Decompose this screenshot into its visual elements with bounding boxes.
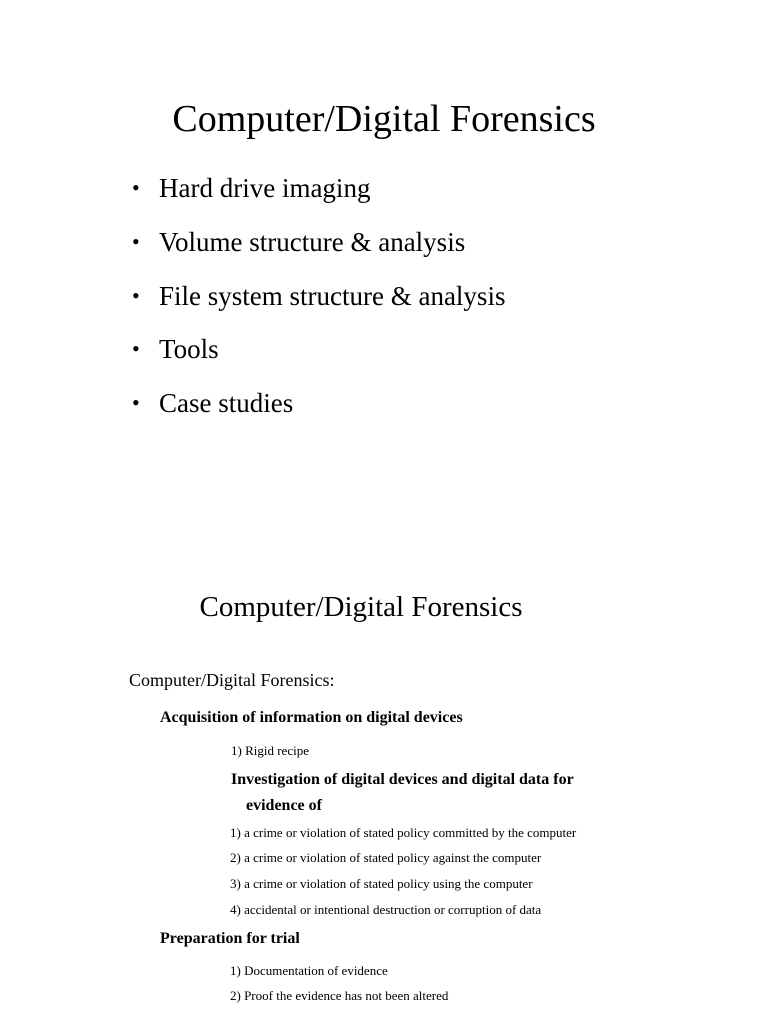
bullet-text: Volume structure & analysis bbox=[159, 226, 466, 257]
acquisition-heading: Acquisition of information on digital devices bbox=[160, 709, 463, 726]
slide-2-title: Computer/Digital Forensics bbox=[199, 591, 523, 623]
investigation-heading: Investigation of digital devices and digital data for bbox=[231, 771, 574, 788]
section-subheading: Computer/Digital Forensics: bbox=[129, 670, 335, 690]
trial-item: 2) Proof the evidence has not been altered bbox=[230, 988, 449, 1003]
bullet-icon: • bbox=[132, 390, 140, 416]
investigation-heading-continued: evidence of bbox=[246, 797, 322, 814]
bullet-text: File system structure & analysis bbox=[159, 280, 506, 311]
bullet-text: Case studies bbox=[159, 388, 294, 419]
investigation-item: 4) accidental or intentional destruction or corruption of data bbox=[230, 902, 542, 917]
investigation-item: 3) a crime or violation of stated policy using the computer bbox=[230, 876, 533, 891]
bullet-icon: • bbox=[132, 175, 140, 200]
trial-item: 1) Documentation of evidence bbox=[230, 963, 388, 978]
investigation-item: 1) a crime or violation of stated policy committed by the computer bbox=[230, 825, 577, 840]
bullet-icon: • bbox=[132, 228, 140, 254]
bullet-text: Hard drive imaging bbox=[159, 173, 371, 203]
trial-heading: Preparation for trial bbox=[160, 930, 300, 947]
bullet-text: Tools bbox=[159, 334, 219, 365]
slide-1-title: Computer/Digital Forensics bbox=[172, 98, 596, 140]
acquisition-item: 1) Rigid recipe bbox=[231, 743, 309, 758]
bullet-icon: • bbox=[132, 282, 140, 308]
slide-2 bbox=[0, 512, 768, 1024]
investigation-item: 2) a crime or violation of stated policy against the computer bbox=[230, 850, 542, 865]
bullet-icon: • bbox=[132, 336, 140, 362]
